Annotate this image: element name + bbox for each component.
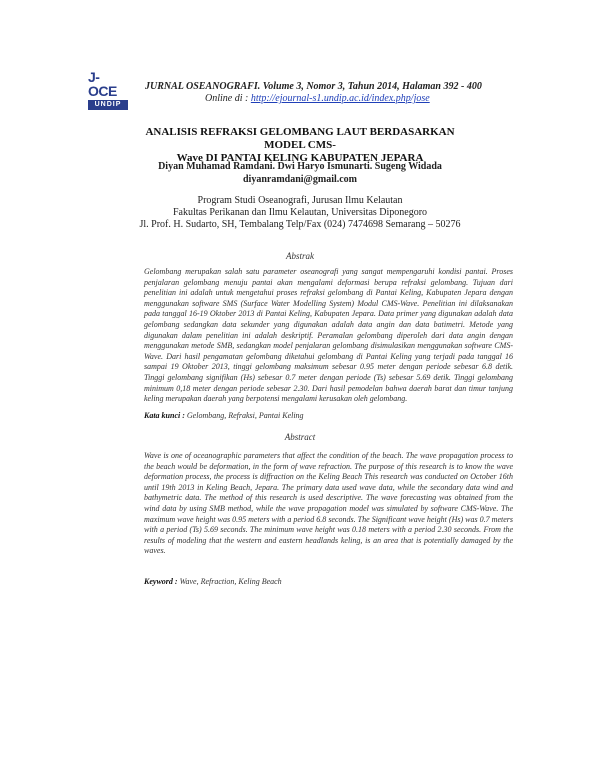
abstract-heading: Abstract: [284, 432, 316, 442]
author-list: Diyan Muhamad Ramdani. Dwi Haryo Ismunarti. Sugeng Widada: [158, 161, 442, 172]
journal-url-link[interactable]: http://ejournal-s1.undip.ac.id/index.php/jose: [250, 93, 430, 104]
abstrak-body: Gelombang merupakan salah satu parameter oseanografi yang sangat mempengaruhi kondisi pantai. Proses penjalaran gelombang menuju pantai akan mengalami deformasi berupa refraksi gelombang. Tujuan dari penelitian ini adalah untuk mengetahui proses refraksi gelombang di Pantai Keling, Kabupaten Jepara dengan menggunakan software SMS (Surface Water Modelling System) Modul CMS-Wave. Penelitian ini dilaksanakan pada tanggal 16-19 Oktober 2013 di Pantai Keling, Kabupaten Jepara. Data primer yang digunakan adalah data gelombang sedangkan data sekunder yang digunakan adalah data angin dan data batimetri. Metode yang digunakan dalam penelitian ini adalah deskriptif. Peramalan gelombang diperoleh dari data angin dengan menggunakan metode SMB, sedangkan model penjalaran gelombang disimulasikan menggunakan software CMS-Wave. Dari hasil pengamatan gelombang diketahui gelombang di Pantai Keling yang terjadi pada tanggal 16 sampai 19 Oktober 2013, tinggi gelombang maksimum sebesar 0.95 meter dengan periode sebesar 6.8 detik. Tinggi gelombang signifikan (Hs) sebesar 0.7 meter dengan periode (Ts) sebesar 5.69 detik. Tinggi gelombang minimum 0,18 meter dengan periode sebesar 2.30. Dari hasil pemodelan bahwa daerah barat dan timur tanjung keling merupakan daerah yang berpotensi mengalami kerusakan oleh gelombang.: [144, 267, 513, 404]
kata-kunci: [144, 411, 304, 420]
journal-citation: JURNAL OSEANOGRAFI. Volume 3, Nomor 3, Tahun 2014, Halaman 392 - 400: [145, 81, 482, 92]
kata-kunci-label: Kata kunci :: [144, 411, 185, 420]
affiliation-line-2: Fakultas Perikanan dan Ilmu Kelautan, Universitas Diponegoro: [172, 207, 428, 218]
title-line-2: Wave DI PANTAI KELING KABUPATEN JEPARA: [176, 152, 424, 164]
paper-title: [130, 126, 470, 165]
keyword: [144, 577, 282, 586]
abstrak-heading: Abstrak: [286, 251, 314, 261]
title-line-1: ANALISIS REFRAKSI GELOMBANG LAUT BERDASARKAN MODEL CMS-: [145, 126, 455, 151]
logo-text: J-OCE: [88, 69, 117, 99]
logo-subtext: UNDIP: [88, 100, 128, 110]
kata-kunci-text: Gelombang, Refraksi, Pantai Keling: [184, 411, 304, 420]
keyword-label: Keyword :: [144, 577, 178, 586]
abstract-body: Wave is one of oceanographic parameters that affect the condition of the beach. The wave propagation process to the beach would be deformation, in the form of wave refraction. The purpose of this research is to know the wave deformation process, the process is diffraction on the Keling Beach This research was conducted on October 16th until 19th 2013 in Keling Beach, Jepara. The primary data used wave data, while the secondary data wind and bathymetric data. The method of this research is used descriptive. The wave forecasting was obtained from the wind data by using SMB method, while the wave propagation model was simulated by software CMS-Wave. The maximum wave height was 0.95 meters with a period 6.8 seconds. The Significant wave height (Hs) was 0.7 meters with a period (Ts) 5.69 seconds. The minimum wave height was 0.18 meters with a period 2.30 seconds. From the results of modeling that the western and eastern headlands keling, is an area that is potentially damaged by the waves.: [144, 451, 513, 556]
online-line: [205, 93, 430, 104]
keyword-text: Wave, Refraction, Keling Beach: [177, 577, 282, 586]
online-prefix: Online di :: [205, 93, 251, 104]
author-email: diyanramdani@gmail.com: [242, 174, 358, 185]
affiliation-line-3: Jl. Prof. H. Sudarto, SH, Tembalang Telp/Fax (024) 7474698 Semarang – 50276: [139, 219, 461, 230]
journal-logo: [88, 70, 128, 110]
affiliation-line-1: Program Studi Oseanografi, Jurusan Ilmu Kelautan: [197, 195, 403, 206]
